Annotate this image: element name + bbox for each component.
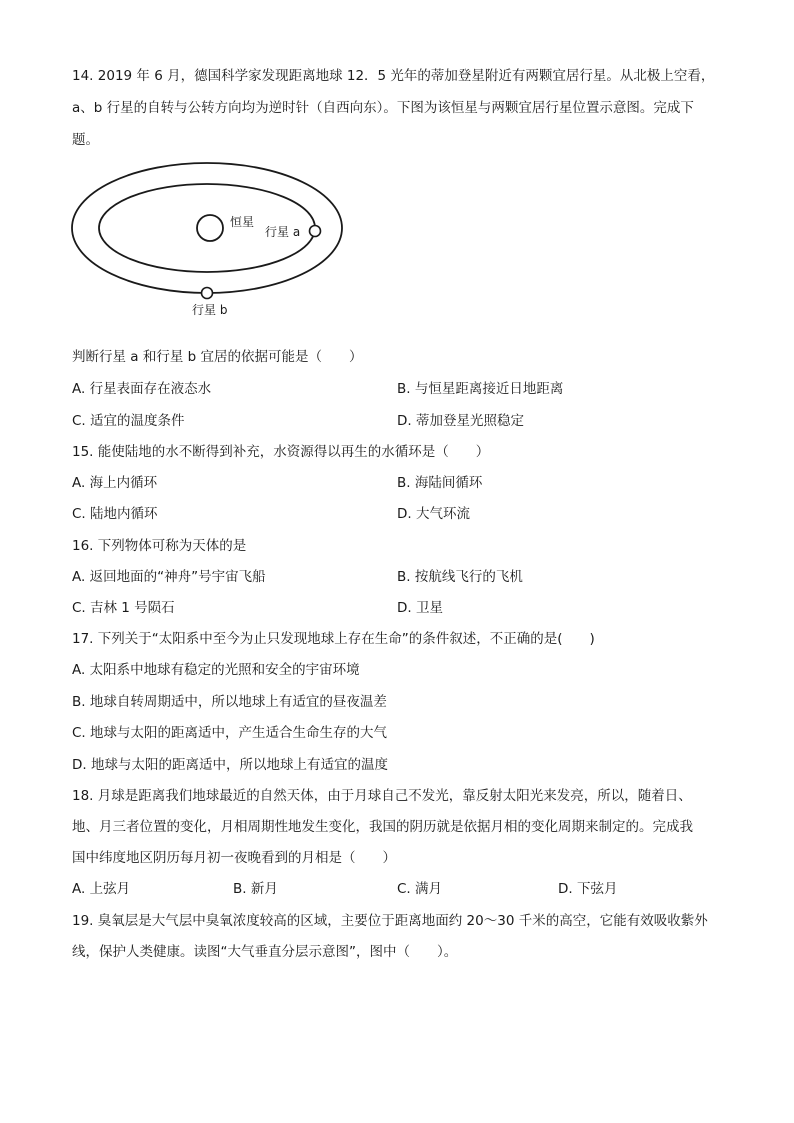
q18-stem-line2: 地、月三者位置的变化，月相周期性地发生变化，我国的阴历就是依据月相的变化周期来制定的。完成我 — [72, 819, 693, 835]
star-planet-orbit-diagram — [60, 158, 360, 323]
q18-stem-line1: 18. 月球是距离我们地球最近的自然天体，由于月球自己不发光，靠反射太阳光来发亮，所以，随着日、 — [72, 788, 692, 804]
q19-stem-line1: 19. 臭氧层是大气层中臭氧浓度较高的区域，主要位于距离地面约 20～30 千米的高空，它能有效吸收紫外 — [72, 913, 708, 929]
q18-option-d[interactable]: D. 下弦月 — [558, 881, 618, 897]
q19-stem-line2: 线，保护人类健康。读图“大气垂直分层示意图”，图中（ ）。 — [72, 944, 458, 960]
q17-stem: 17. 下列关于“太阳系中至今为止只发现地球上存在生命”的条件叙述，不正确的是( ) — [72, 631, 595, 647]
planet-b-label: 行星 b — [192, 303, 228, 317]
q15-option-c[interactable]: C. 陆地内循环 — [72, 506, 158, 522]
q16-stem: 16. 下列物体可称为天体的是 — [72, 538, 247, 554]
q14-stem-line3: 题。 — [72, 132, 99, 148]
q18-option-b[interactable]: B. 新月 — [233, 881, 278, 897]
q17-option-a[interactable]: A. 太阳系中地球有稳定的光照和安全的宇宙环境 — [72, 662, 360, 678]
q17-option-c[interactable]: C. 地球与太阳的距离适中，产生适合生命生存的大气 — [72, 725, 388, 741]
q16-option-c[interactable]: C. 吉林 1 号陨石 — [72, 600, 175, 616]
q16-option-b[interactable]: B. 按航线飞行的飞机 — [397, 569, 523, 585]
q14-question: 判断行星 a 和行星 b 宜居的依据可能是（ ） — [72, 349, 363, 365]
star-circle — [197, 215, 223, 241]
q18-option-c[interactable]: C. 满月 — [397, 881, 443, 897]
q17-option-d[interactable]: D. 地球与太阳的距离适中，所以地球上有适宜的温度 — [72, 757, 388, 773]
planet-a-label: 行星 a — [265, 225, 301, 239]
q18-option-a[interactable]: A. 上弦月 — [72, 881, 131, 897]
planet-a — [310, 226, 321, 237]
q15-option-a[interactable]: A. 海上内循环 — [72, 475, 158, 491]
star-label: 恒星 — [230, 215, 255, 229]
q15-stem: 15. 能使陆地的水不断得到补充，水资源得以再生的水循环是（ ） — [72, 444, 490, 460]
planet-b — [202, 288, 213, 299]
q14-option-c[interactable]: C. 适宜的温度条件 — [72, 413, 185, 429]
q14-option-d[interactable]: D. 蒂加登星光照稳定 — [397, 413, 524, 429]
q14-option-a[interactable]: A. 行星表面存在液态水 — [72, 381, 212, 397]
q17-option-b[interactable]: B. 地球自转周期适中，所以地球上有适宜的昼夜温差 — [72, 694, 387, 710]
q14-stem-line1: 14. 2019 年 6 月，德国科学家发现距离地球 12．5 光年的蒂加登星附近有两颗宜居行星。从北极上空看， — [72, 68, 715, 84]
q15-option-d[interactable]: D. 大气环流 — [397, 506, 470, 522]
q16-option-a[interactable]: A. 返回地面的“神舟”号宇宙飞船 — [72, 569, 266, 585]
q14-option-b[interactable]: B. 与恒星距离接近日地距离 — [397, 381, 564, 397]
q18-stem-line3: 国中纬度地区阴历每月初一夜晚看到的月相是（ ） — [72, 850, 396, 866]
q16-option-d[interactable]: D. 卫星 — [397, 600, 443, 616]
q15-option-b[interactable]: B. 海陆间循环 — [397, 475, 483, 491]
q14-stem-line2: a、b 行星的自转与公转方向均为逆时针（自西向东）。下图为该恒星与两颗宜居行星位置示意图。完成下 — [72, 100, 694, 116]
